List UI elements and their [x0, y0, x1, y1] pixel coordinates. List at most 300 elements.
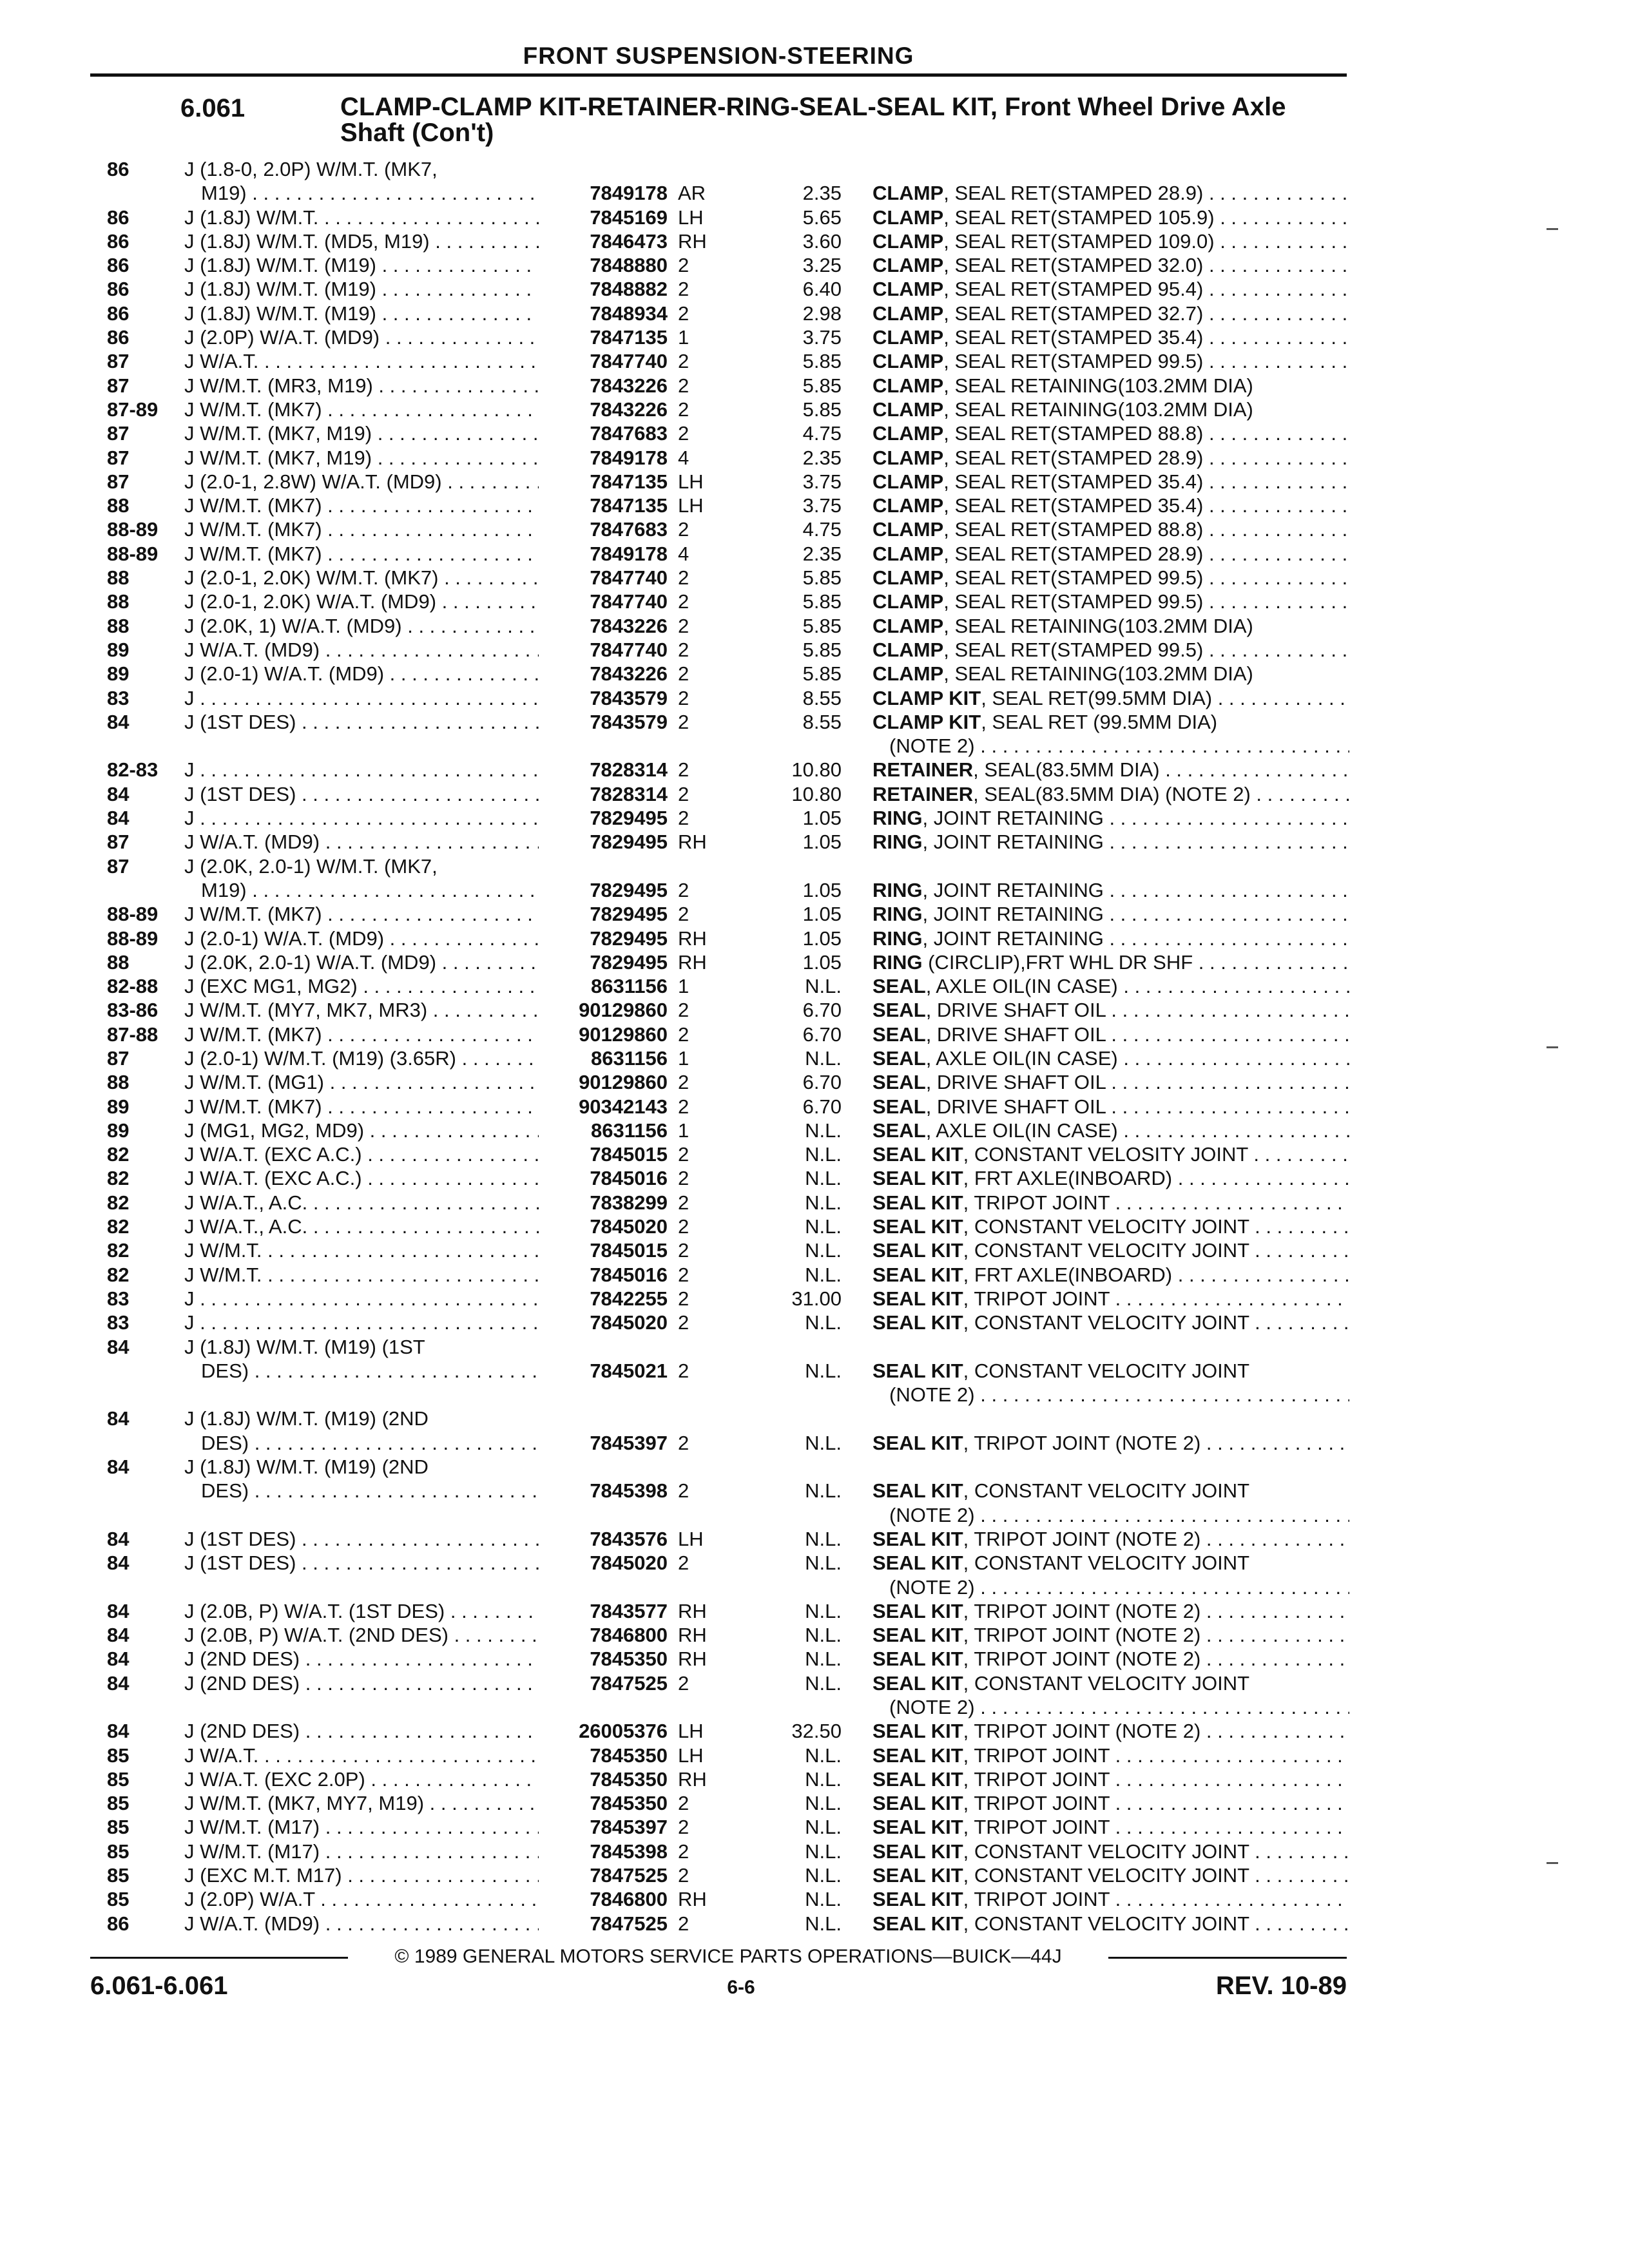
figure-number: 82 [107, 1239, 130, 1262]
part-name-keyword: SEAL KIT [872, 1744, 963, 1767]
application-description [184, 1335, 539, 1359]
part-name-keyword: SEAL [872, 999, 926, 1022]
part-name-detail: , SEAL RET(STAMPED 35.4) [943, 326, 1204, 349]
part-name-keyword: SEAL [872, 1046, 926, 1070]
part-name-detail: , SEAL(83.5MM DIA) (NOTE 2) [973, 782, 1251, 805]
part-name [872, 686, 1349, 710]
application-text: J (1ST DES) [184, 1552, 296, 1575]
part-name-detail: , SEAL RET(STAMPED 35.4) [943, 470, 1204, 493]
part-number: 7845021 [590, 1359, 668, 1382]
part-name-detail: , SEAL RET(STAMPED 99.5) [943, 566, 1204, 590]
parts-row [0, 1095, 1629, 1119]
application-text: J (2.0K, 2.0-1) W/M.T. (MK7, [184, 854, 438, 878]
figure-number: 87 [107, 422, 130, 445]
quantity: RH [678, 1648, 707, 1671]
part-name-detail: , DRIVE SHAFT OIL [925, 1023, 1106, 1046]
figure-number: 85 [107, 1767, 130, 1791]
part-name-detail: , JOINT RETAINING [922, 878, 1104, 901]
part-name-detail: , SEAL RETAINING(103.2MM DIA) [943, 374, 1253, 397]
part-number: 7848882 [590, 278, 668, 301]
quantity: 2 [678, 1239, 689, 1262]
part-name [872, 1095, 1349, 1119]
application-description [184, 686, 539, 710]
part-name [872, 229, 1349, 253]
application-text: J W/A.T. (MD9) [184, 831, 320, 854]
part-name [872, 927, 1349, 950]
figure-number: 87-89 [107, 398, 159, 421]
application-text: J W/M.T. (M17) [184, 1840, 320, 1863]
part-number: 7828314 [590, 758, 668, 782]
part-name-detail: , TRIPOT JOINT [963, 1792, 1110, 1815]
part-name [872, 1215, 1349, 1238]
part-number: 7845350 [590, 1792, 668, 1815]
part-number: 7849178 [590, 542, 668, 565]
part-number: 8631156 [591, 1119, 668, 1142]
parts-row [0, 614, 1629, 638]
application-description [184, 1215, 539, 1238]
application-description [184, 398, 539, 421]
application-description [184, 998, 539, 1022]
quantity: 2 [678, 1671, 689, 1695]
part-name-detail: , CONSTANT VELOCITY JOINT [963, 1359, 1250, 1382]
part-name-keyword: CLAMP KIT [872, 710, 981, 733]
part-number: 90129860 [579, 1071, 668, 1094]
quantity: 2 [678, 1143, 689, 1166]
quantity: 2 [678, 1359, 689, 1382]
parts-row [0, 1479, 1629, 1503]
part-name-detail: , AXLE OIL(IN CASE) [925, 1119, 1118, 1142]
application-description [184, 1070, 539, 1094]
application-text: J W/M.T. (MR3, M19) [184, 374, 373, 397]
part-name-keyword: SEAL KIT [872, 1864, 963, 1887]
application-text: J (2.0K, 1) W/A.T. (MD9) [184, 614, 402, 637]
application-text: J (2.0-1, 2.8W) W/A.T. (MD9) [184, 470, 442, 493]
part-number: 7847525 [590, 1912, 668, 1935]
application-description [184, 1046, 539, 1070]
part-name-keyword: SEAL KIT [872, 1624, 963, 1647]
parts-row [0, 494, 1629, 517]
application-text: J (1.8J) W/M.T. [184, 206, 319, 229]
figure-number: 86 [107, 206, 130, 229]
price: N.L. [805, 1143, 842, 1166]
application-text: J [184, 807, 195, 830]
parts-row [0, 1431, 1629, 1455]
application-description [184, 1023, 539, 1046]
parts-row [0, 1671, 1629, 1695]
parts-row [0, 374, 1629, 398]
price: N.L. [805, 1767, 842, 1791]
price: 2.35 [802, 446, 842, 469]
quantity: LH [678, 206, 704, 229]
part-name [889, 1575, 1349, 1599]
part-name-detail: , CONSTANT VELOCITY JOINT [963, 1864, 1249, 1887]
quantity: 2 [678, 999, 689, 1022]
price: 1.05 [802, 927, 842, 950]
price: 2.35 [802, 542, 842, 565]
part-name-detail: , JOINT RETAINING [922, 807, 1104, 830]
figure-number: 84 [107, 1552, 130, 1575]
figure-number: 86 [107, 158, 130, 180]
application-text: J W/A.T., A.C. [184, 1215, 308, 1238]
application-text: J W/M.T. [184, 1263, 262, 1286]
parts-row [0, 1287, 1629, 1311]
figure-number: 87 [107, 374, 130, 397]
application-description [184, 710, 539, 734]
part-name-keyword: SEAL KIT [872, 1311, 963, 1334]
price: N.L. [805, 975, 842, 998]
part-name-keyword: SEAL KIT [872, 1215, 963, 1238]
part-name [872, 1287, 1349, 1311]
part-number: 7846800 [590, 1624, 668, 1647]
part-number: 7829495 [590, 807, 668, 830]
application-text: J (1.8J) W/M.T. (MD5, M19) [184, 229, 430, 253]
application-description [184, 1166, 539, 1190]
application-text: J W/M.T. (MK7) [184, 903, 322, 926]
part-number: 7847683 [590, 518, 668, 541]
quantity: 2 [678, 1215, 689, 1238]
application-description [184, 206, 539, 229]
part-number: 7843226 [590, 662, 668, 686]
parts-row [0, 1455, 1629, 1479]
price: N.L. [805, 1671, 842, 1695]
quantity: 2 [678, 1552, 689, 1575]
quantity: 1 [678, 1119, 689, 1142]
figure-number: 83 [107, 1311, 130, 1334]
part-name-keyword: CLAMP [872, 590, 944, 613]
part-name [872, 277, 1349, 301]
part-name [872, 566, 1349, 590]
part-name-detail: , TRIPOT JOINT (NOTE 2) [963, 1648, 1201, 1671]
part-name-keyword: SEAL KIT [872, 1912, 963, 1935]
application-text: J W/M.T. (MK7) [184, 1095, 322, 1118]
application-description [184, 157, 539, 181]
application-text: J (1.8J) W/M.T. (M19) [184, 278, 376, 301]
quantity: 2 [678, 1095, 689, 1118]
quantity: 2 [678, 566, 689, 590]
part-number: 7843226 [590, 614, 668, 637]
part-name [872, 590, 1349, 613]
part-number: 7843579 [590, 686, 668, 709]
application-text: M19) [201, 878, 247, 901]
figure-number: 89 [107, 1095, 130, 1118]
part-name [872, 1647, 1349, 1671]
parts-row [0, 1767, 1629, 1791]
quantity: 2 [678, 710, 689, 733]
price: N.L. [805, 1864, 842, 1887]
part-name-detail: , TRIPOT JOINT (NOTE 2) [963, 1527, 1201, 1550]
parts-row [0, 421, 1629, 445]
part-name [872, 878, 1349, 902]
application-description [184, 253, 539, 277]
application-description [184, 421, 539, 445]
application-description [184, 566, 539, 590]
part-name-detail: (NOTE 2) [889, 1503, 975, 1526]
part-name-keyword: SEAL KIT [872, 1840, 963, 1863]
price: 8.55 [802, 686, 842, 709]
parts-row [0, 1575, 1629, 1599]
quantity: LH [678, 494, 704, 517]
figure-number: 84 [107, 1599, 130, 1622]
price: N.L. [805, 1527, 842, 1550]
figure-number: 86 [107, 278, 130, 301]
section-range: 6.061-6.061 [90, 1972, 228, 2000]
application-description [184, 902, 539, 926]
part-name-detail: , SEAL RET(STAMPED 28.9) [943, 446, 1204, 469]
quantity: 2 [678, 518, 689, 541]
part-name-keyword: CLAMP [872, 254, 944, 277]
figure-number: 82 [107, 1143, 130, 1166]
part-number: 7847740 [590, 590, 668, 613]
application-description [184, 470, 539, 494]
application-description [184, 494, 539, 517]
figure-number: 84 [107, 1648, 130, 1671]
part-name-keyword: SEAL KIT [872, 1527, 963, 1550]
application-text: J (EXC M.T. M17) [184, 1864, 342, 1887]
quantity: 2 [678, 903, 689, 926]
application-description [184, 1623, 539, 1647]
application-description [184, 1887, 539, 1911]
price: 5.85 [802, 590, 842, 613]
application-text: J W/M.T. (MK7) [184, 542, 322, 565]
figure-number: 84 [107, 1335, 130, 1358]
part-name-detail: , JOINT RETAINING [922, 831, 1104, 854]
application-description [184, 1095, 539, 1119]
application-description [184, 1744, 539, 1767]
parts-row [0, 325, 1629, 349]
parts-row [0, 398, 1629, 421]
part-name-keyword: SEAL KIT [872, 1720, 963, 1743]
quantity: 2 [678, 807, 689, 830]
application-text: DES) [201, 1431, 249, 1454]
application-description [184, 1815, 539, 1839]
application-text: J [184, 758, 195, 782]
application-text: J (2.0-1) W/M.T. (M19) (3.65R) [184, 1046, 456, 1070]
part-name [872, 374, 1349, 398]
part-name-detail: , DRIVE SHAFT OIL [925, 1071, 1106, 1094]
part-name-keyword: CLAMP [872, 350, 944, 373]
part-number: 7829495 [590, 927, 668, 950]
part-number: 7846473 [590, 229, 668, 253]
part-number: 26005376 [579, 1720, 668, 1743]
part-name-keyword: SEAL [872, 1095, 926, 1118]
price: 3.75 [802, 470, 842, 493]
parts-row [0, 1887, 1629, 1911]
part-number: 7828314 [590, 782, 668, 805]
parts-row [0, 974, 1629, 998]
parts-row [0, 854, 1629, 878]
part-name-keyword: RING [872, 950, 923, 974]
part-name-keyword: CLAMP [872, 229, 944, 253]
price: 32.50 [791, 1720, 842, 1743]
price: 6.70 [802, 999, 842, 1022]
application-text: J W/A.T., A.C. [184, 1191, 308, 1214]
application-text: J (2.0B, P) W/A.T. (2ND DES) [184, 1624, 448, 1647]
application-description [184, 614, 539, 638]
application-text: J (1ST DES) [184, 710, 296, 733]
application-text: J (2.0P) W/A.T [184, 1888, 315, 1911]
figure-number: 84 [107, 1671, 130, 1695]
quantity: 2 [678, 758, 689, 782]
price: 3.75 [802, 494, 842, 517]
part-name [872, 710, 1349, 734]
part-name-detail: , JOINT RETAINING [922, 927, 1104, 950]
part-name-keyword: CLAMP [872, 518, 944, 541]
figure-number: 82 [107, 1215, 130, 1238]
application-description [184, 229, 539, 253]
part-name-keyword: RETAINER [872, 782, 974, 805]
part-name-detail: , CONSTANT VELOCITY JOINT [963, 1840, 1249, 1863]
part-name [872, 1142, 1349, 1166]
part-name [872, 302, 1349, 325]
application-description [184, 782, 539, 806]
part-name-keyword: CLAMP KIT [872, 686, 981, 709]
part-number: 7847683 [590, 422, 668, 445]
price: 1.05 [802, 807, 842, 830]
application-text: DES) [201, 1359, 249, 1382]
figure-number: 84 [107, 782, 130, 805]
part-number: 7829495 [590, 903, 668, 926]
part-name [872, 446, 1349, 470]
parts-row [0, 1599, 1629, 1623]
part-name-detail: , SEAL RET (99.5MM DIA) [981, 710, 1218, 733]
part-name-detail: , TRIPOT JOINT (NOTE 2) [963, 1720, 1201, 1743]
application-description [184, 1719, 539, 1743]
parts-row [0, 1166, 1629, 1190]
part-name [872, 1431, 1349, 1455]
figure-number: 87 [107, 446, 130, 469]
footer-rule-left [90, 1957, 348, 1959]
part-name-detail: , AXLE OIL(IN CASE) [925, 975, 1118, 998]
part-name-detail: , TRIPOT JOINT [963, 1816, 1110, 1839]
part-name [872, 1023, 1349, 1046]
parts-row [0, 1695, 1629, 1719]
quantity: 2 [678, 398, 689, 421]
part-name [872, 1479, 1349, 1503]
part-name-keyword: RING [872, 927, 923, 950]
part-name-keyword: SEAL KIT [872, 1359, 963, 1382]
part-name-keyword: CLAMP [872, 614, 944, 637]
part-name [872, 398, 1349, 421]
quantity: 2 [678, 422, 689, 445]
price: 2.35 [802, 182, 842, 205]
part-number: 7845350 [590, 1744, 668, 1767]
application-description [184, 950, 539, 974]
application-description [184, 1527, 539, 1551]
part-name-keyword: CLAMP [872, 470, 944, 493]
price: 6.40 [802, 278, 842, 301]
parts-row [0, 1238, 1629, 1262]
parts-row [0, 1407, 1629, 1430]
application-text: J W/M.T. [184, 1239, 262, 1262]
part-name-keyword: SEAL KIT [872, 1816, 963, 1839]
parts-row [0, 517, 1629, 541]
part-name [872, 1527, 1349, 1551]
part-name-keyword: SEAL KIT [872, 1671, 963, 1695]
part-number: 7845169 [590, 206, 668, 229]
price: N.L. [805, 1119, 842, 1142]
part-name-detail: (NOTE 2) [889, 735, 975, 758]
application-text: J (2.0-1) W/A.T. (MD9) [184, 927, 385, 950]
application-description [184, 1551, 539, 1575]
part-number: 7845015 [590, 1239, 668, 1262]
part-name-keyword: SEAL KIT [872, 1599, 963, 1622]
parts-row [0, 1527, 1629, 1551]
part-name-detail: , TRIPOT JOINT (NOTE 2) [963, 1599, 1201, 1622]
parts-row [0, 662, 1629, 686]
parts-row [0, 710, 1629, 734]
figure-number: 88-89 [107, 903, 159, 926]
price: N.L. [805, 1552, 842, 1575]
figure-number: 88-89 [107, 542, 159, 565]
part-name [889, 1383, 1349, 1407]
quantity: 2 [678, 1864, 689, 1887]
part-number: 8631156 [591, 1046, 668, 1070]
application-text: J (2.0-1, 2.0K) W/A.T. (MD9) [184, 590, 437, 613]
part-name-keyword: RING [872, 831, 923, 854]
parts-row [0, 1191, 1629, 1215]
part-name [872, 1238, 1349, 1262]
quantity: RH [678, 1624, 707, 1647]
part-name-detail: , SEAL RETAINING(103.2MM DIA) [943, 614, 1253, 637]
part-name-detail: , SEAL RET(STAMPED 32.7) [943, 302, 1204, 325]
part-name [872, 206, 1349, 229]
part-name [872, 1599, 1349, 1623]
price: N.L. [805, 1167, 842, 1190]
quantity: 2 [678, 782, 689, 805]
part-name-detail: , CONSTANT VELOCITY JOINT [963, 1671, 1250, 1695]
figure-number: 85 [107, 1888, 130, 1911]
part-number: 7845350 [590, 1767, 668, 1791]
price: N.L. [805, 1599, 842, 1622]
part-name-keyword: SEAL KIT [872, 1888, 963, 1911]
part-name-detail: (NOTE 2) [889, 1383, 975, 1407]
part-number: 7842255 [590, 1287, 668, 1310]
price: N.L. [805, 1431, 842, 1454]
quantity: 2 [678, 1311, 689, 1334]
price: 6.70 [802, 1071, 842, 1094]
application-text: J W/M.T. (MK7, M19) [184, 422, 372, 445]
part-number: 7845350 [590, 1648, 668, 1671]
part-number: 7829495 [590, 831, 668, 854]
quantity: 2 [678, 1912, 689, 1935]
part-name [872, 1166, 1349, 1190]
figure-number: 89 [107, 638, 130, 661]
price: 3.75 [802, 326, 842, 349]
application-description [201, 878, 539, 902]
part-name [872, 1863, 1349, 1887]
figure-number: 84 [107, 1527, 130, 1550]
part-name [872, 494, 1349, 517]
application-description [184, 1671, 539, 1695]
application-description [201, 1431, 539, 1455]
part-name-keyword: SEAL KIT [872, 1287, 963, 1310]
part-name-detail: , SEAL RETAINING(103.2MM DIA) [943, 398, 1253, 421]
part-name [872, 1623, 1349, 1647]
quantity: 2 [678, 374, 689, 397]
application-description [184, 1791, 539, 1815]
quantity: 2 [678, 878, 689, 901]
part-name [872, 902, 1349, 926]
part-name [889, 734, 1349, 758]
part-name-keyword: CLAMP [872, 638, 944, 661]
price: N.L. [805, 1046, 842, 1070]
part-number: 7846800 [590, 1888, 668, 1911]
part-name [872, 614, 1349, 638]
quantity: LH [678, 1744, 704, 1767]
price: 5.85 [802, 350, 842, 373]
part-number: 7829495 [590, 878, 668, 901]
part-name [872, 1791, 1349, 1815]
